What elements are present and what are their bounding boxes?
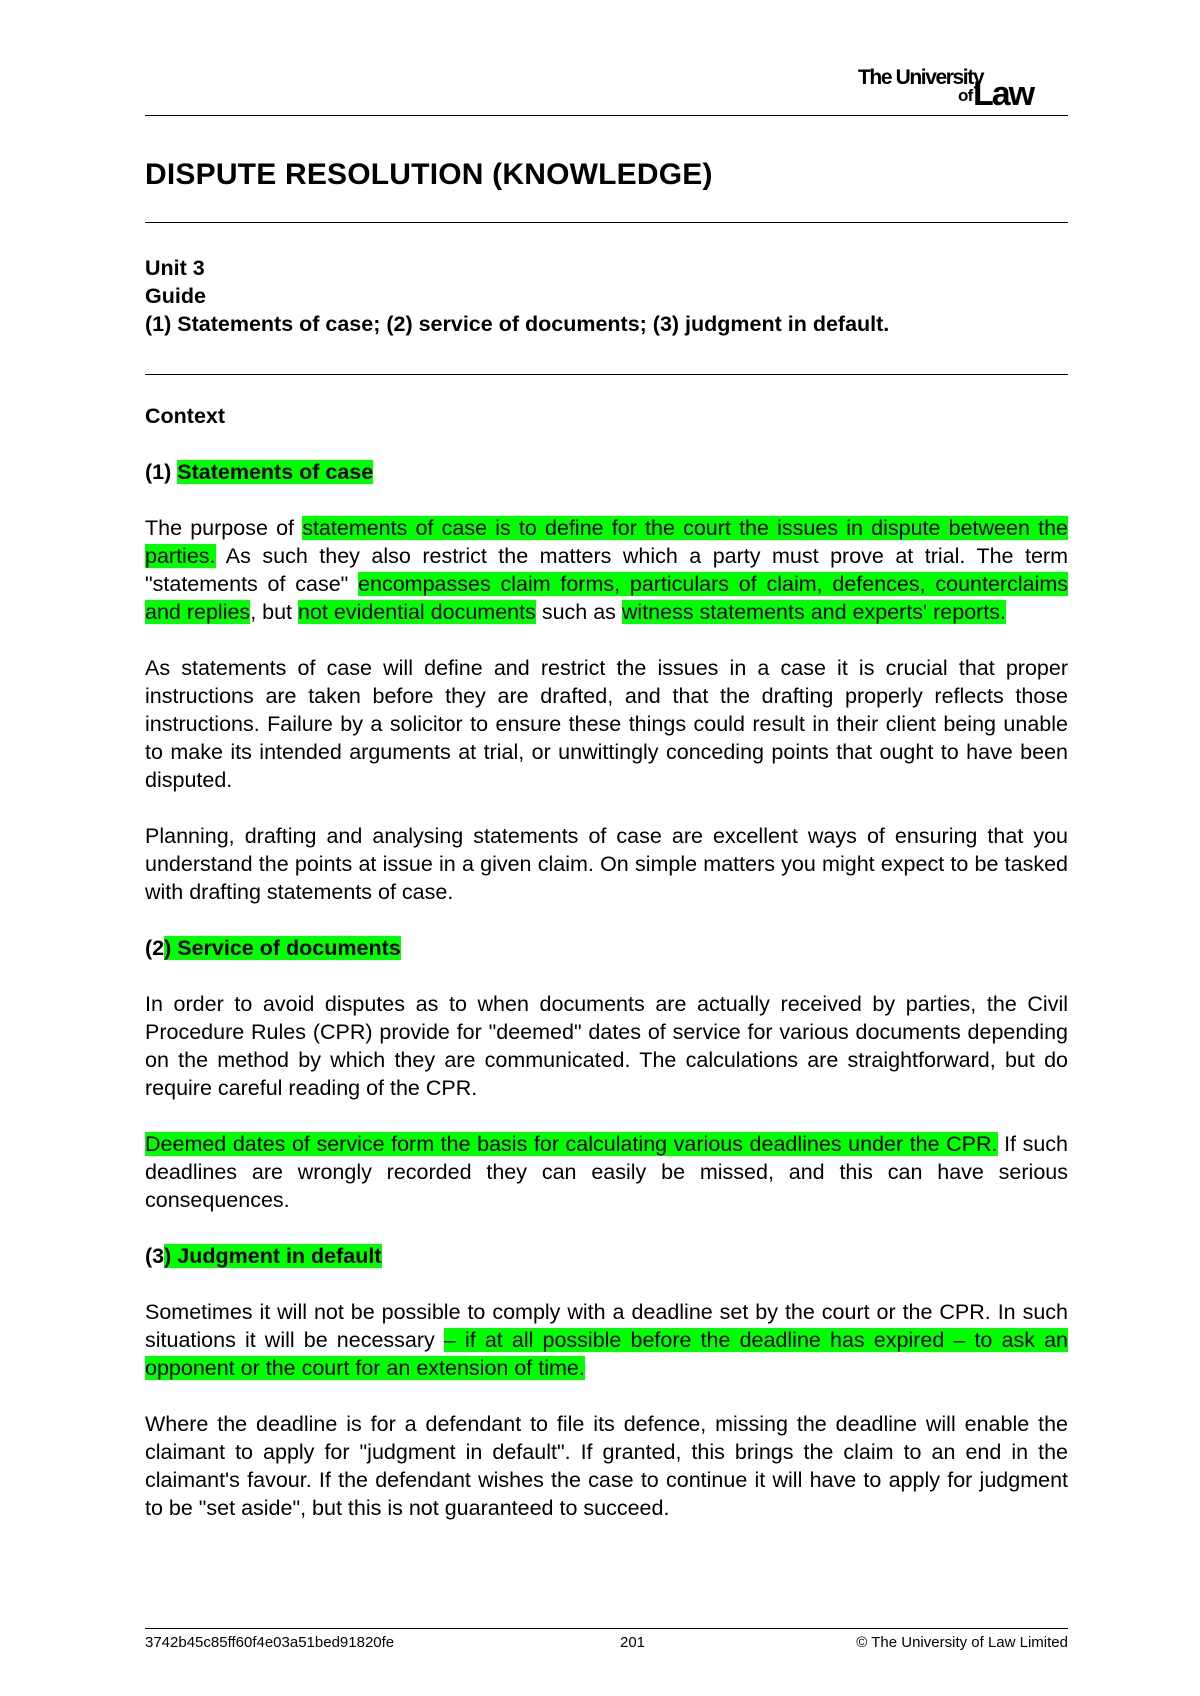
- logo-law-text: Law: [973, 75, 1034, 113]
- footer-divider: [145, 1628, 1068, 1629]
- section3-paragraph-2: Where the deadline is for a defendant to file its defence, missing the deadline will enable the claimant to apply for "judgment in default". If granted, this brings the claim to an end in the claimant's favour. If the defendant wishes the case to continue it will have to apply for judgment to be "set aside", but this is not guaranteed to succeed.: [145, 1412, 1068, 1520]
- section2-paragraph-2: [145, 1130, 1068, 1214]
- page-number: 201: [620, 1634, 646, 1651]
- section2-heading-text: ) Service of documents: [164, 936, 401, 960]
- university-of-law-logo: [858, 66, 1068, 112]
- context-heading: Context: [145, 404, 226, 428]
- section1-paragraph-3: Planning, drafting and analysing statements of case are excellent ways of ensuring that you understand the points at issue in a given claim. On simple matters you might expect to be tasked with drafting statements of case.: [145, 824, 1068, 904]
- text-span: The purpose of: [145, 516, 303, 540]
- title-divider: [145, 222, 1068, 223]
- unit-topics: (1) Statements of case; (2) service of documents; (3) judgment in default.: [145, 312, 890, 336]
- text-span: If such deadlines are wrongly recorded they can easily be missed, and this can have serious consequences.: [145, 1132, 1068, 1212]
- highlighted-text: Deemed dates of service form the basis for calculating various deadlines under the CPR.: [145, 1132, 998, 1156]
- section1-paragraph-2: As statements of case will define and restrict the issues in a case it is crucial that proper instructions are taken before they are drafted, and that the drafting properly reflects those instructions. Failure by a solicitor to ensure these things could result in their client being unable to make its intended arguments at trial, or unwittingly conceding points that ought to have been disputed.: [145, 656, 1068, 792]
- section3-heading-number: (3: [145, 1244, 165, 1268]
- header-divider: [145, 115, 1068, 116]
- document-title: DISPUTE RESOLUTION (KNOWLEDGE): [145, 158, 713, 191]
- highlighted-text: statements of case is to define for the court the issues in dispute between the parties.: [145, 516, 1068, 568]
- section1-heading-number: (1): [145, 460, 178, 484]
- guide-label: Guide: [145, 284, 206, 308]
- text-span: Sometimes it will not be possible to comply with a deadline set by the court or the CPR. In such situations it will be necessary: [145, 1300, 1068, 1352]
- unit-divider: [145, 374, 1068, 375]
- highlighted-text: not evidential documents: [298, 600, 536, 624]
- section2-paragraph-1: In order to avoid disputes as to when documents are actually received by parties, the Civil Procedure Rules (CPR) provide for "deemed" dates of service for various documents depending on the method by which they are communicated. The calculations are straightforward, but do require careful reading of the CPR.: [145, 992, 1068, 1100]
- logo-the-university-text: The University: [858, 66, 984, 89]
- highlighted-text: witness statements and experts' reports.: [621, 600, 1007, 624]
- unit-info: [145, 254, 889, 338]
- section2-heading: [145, 934, 1068, 962]
- text-span: such as: [535, 600, 622, 624]
- section3-paragraph-1: [145, 1298, 1068, 1382]
- document-id: 3742b45c85ff60f4e03a51bed91820fe: [145, 1634, 395, 1651]
- text-span: As such they also restrict the matters which a party must prove at trial. The term "statements of case": [145, 544, 1068, 596]
- logo-of-text: of: [958, 86, 973, 105]
- section2-heading-number: (2: [145, 936, 165, 960]
- section1-heading: [145, 458, 1068, 486]
- section3-heading: [145, 1242, 1068, 1270]
- highlighted-text: – if at all possible before the deadline has expired – to ask an opponent or the court for an extension of time.: [145, 1328, 1068, 1380]
- section1-paragraph-1: [145, 514, 1068, 626]
- copyright-notice: © The University of Law Limited: [856, 1634, 1068, 1651]
- text-span: , but: [250, 600, 298, 624]
- section3-heading-text: ) Judgment in default: [164, 1244, 382, 1268]
- unit-label: Unit 3: [145, 256, 205, 280]
- section1-heading-text: Statements of case: [177, 460, 374, 484]
- main-content: [145, 402, 1068, 1522]
- highlighted-text: encompasses claim forms, particulars of claim, defences, counterclaims and replies: [145, 572, 1068, 624]
